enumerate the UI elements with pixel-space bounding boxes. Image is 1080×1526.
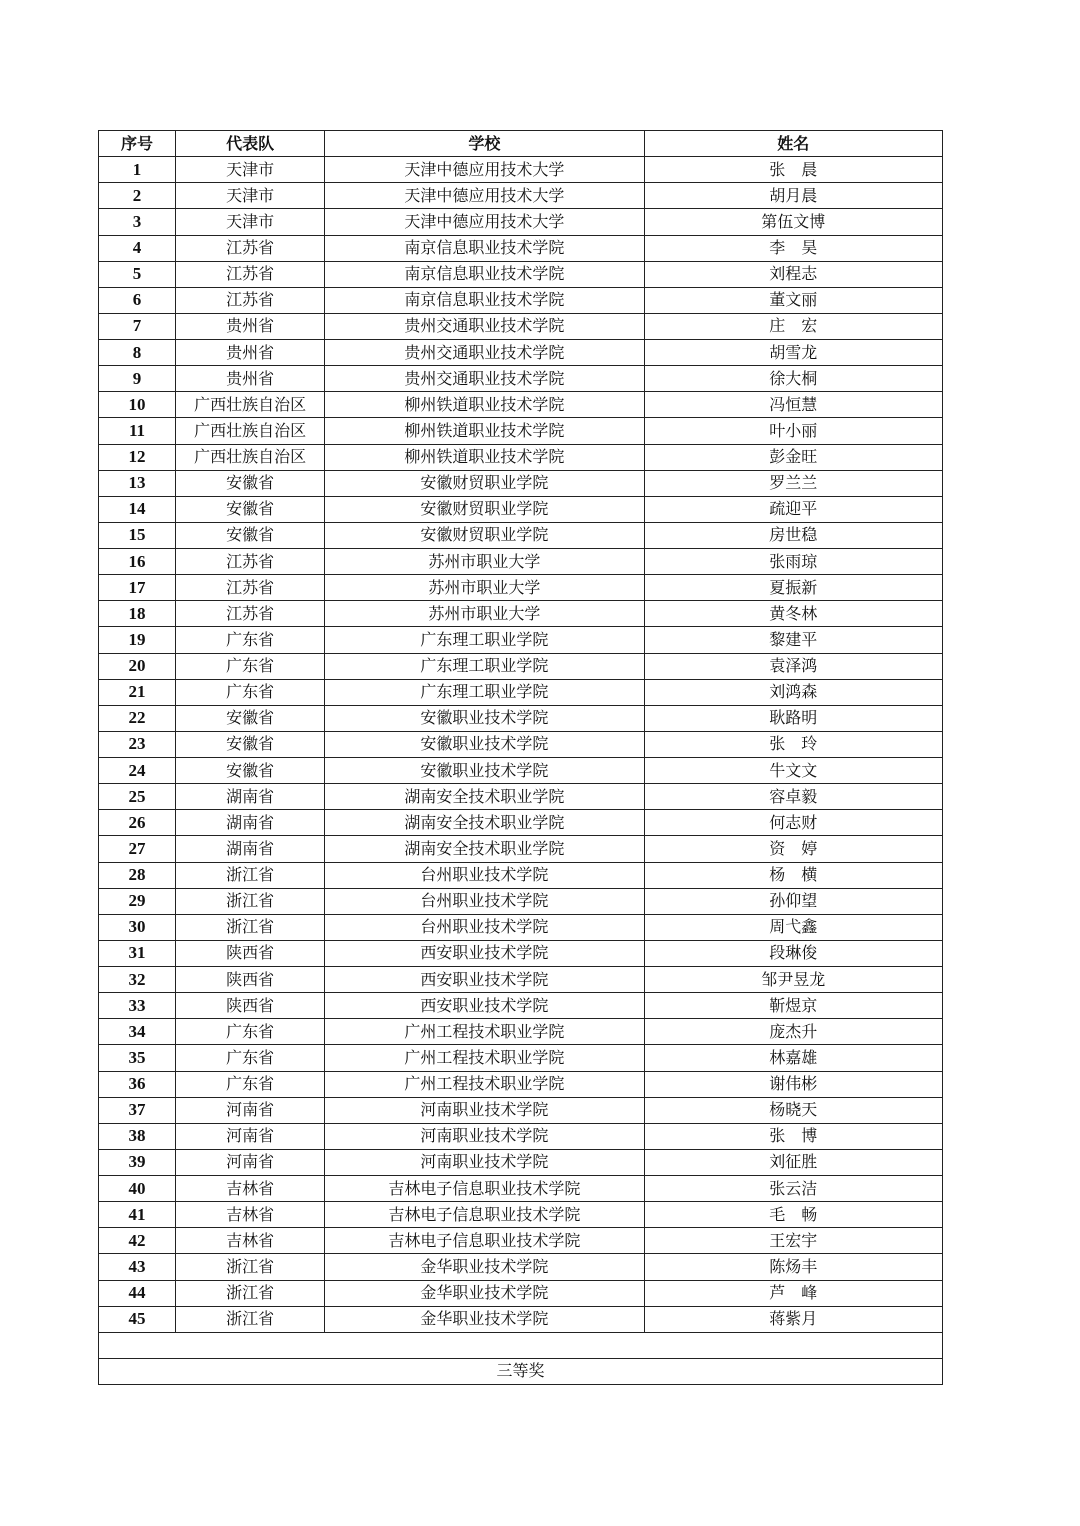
cell-name: 张 晨	[644, 157, 942, 183]
cell-name: 庄 宏	[644, 313, 942, 339]
cell-name: 冯恒慧	[644, 392, 942, 418]
cell-team: 江苏省	[176, 549, 325, 575]
cell-school: 广东理工职业学院	[325, 679, 644, 705]
cell-name: 靳煜京	[644, 993, 942, 1019]
cell-team: 浙江省	[176, 862, 325, 888]
cell-no: 22	[99, 705, 176, 731]
award-table	[98, 130, 943, 1385]
section-title-row	[99, 1358, 943, 1384]
cell-no: 41	[99, 1202, 176, 1228]
cell-no: 39	[99, 1149, 176, 1175]
cell-name: 周弋鑫	[644, 914, 942, 940]
cell-name: 王宏宇	[644, 1228, 942, 1254]
cell-name: 毛 畅	[644, 1202, 942, 1228]
cell-no: 23	[99, 731, 176, 757]
cell-school: 台州职业技术学院	[325, 862, 644, 888]
cell-team: 浙江省	[176, 888, 325, 914]
cell-school: 安徽财贸职业学院	[325, 522, 644, 548]
cell-no: 15	[99, 522, 176, 548]
header-school: 学校	[325, 131, 644, 157]
cell-name: 林嘉雄	[644, 1045, 942, 1071]
cell-name: 段琳俊	[644, 940, 942, 966]
cell-team: 河南省	[176, 1123, 325, 1149]
cell-school: 西安职业技术学院	[325, 940, 644, 966]
cell-team: 广东省	[176, 653, 325, 679]
table-row	[99, 183, 943, 209]
table-row	[99, 287, 943, 313]
cell-name: 何志财	[644, 810, 942, 836]
table-row	[99, 575, 943, 601]
cell-team: 湖南省	[176, 784, 325, 810]
table-row	[99, 1149, 943, 1175]
table-row	[99, 888, 943, 914]
cell-team: 安徽省	[176, 758, 325, 784]
table-row	[99, 1176, 943, 1202]
cell-no: 38	[99, 1123, 176, 1149]
cell-team: 贵州省	[176, 313, 325, 339]
cell-name: 黄冬林	[644, 601, 942, 627]
cell-school: 安徽职业技术学院	[325, 705, 644, 731]
cell-no: 4	[99, 235, 176, 261]
cell-no: 14	[99, 496, 176, 522]
cell-no: 32	[99, 967, 176, 993]
cell-no: 12	[99, 444, 176, 470]
cell-school: 吉林电子信息职业技术学院	[325, 1202, 644, 1228]
cell-name: 刘鸿森	[644, 679, 942, 705]
cell-no: 29	[99, 888, 176, 914]
table-row	[99, 1097, 943, 1123]
cell-school: 吉林电子信息职业技术学院	[325, 1176, 644, 1202]
cell-name: 张 博	[644, 1123, 942, 1149]
cell-name: 谢伟彬	[644, 1071, 942, 1097]
cell-team: 贵州省	[176, 340, 325, 366]
cell-no: 1	[99, 157, 176, 183]
cell-name: 蒋紫月	[644, 1306, 942, 1332]
cell-school: 广东理工职业学院	[325, 653, 644, 679]
cell-team: 安徽省	[176, 522, 325, 548]
cell-name: 第伍文博	[644, 209, 942, 235]
cell-name: 刘征胜	[644, 1149, 942, 1175]
cell-no: 18	[99, 601, 176, 627]
cell-school: 金华职业技术学院	[325, 1254, 644, 1280]
cell-name: 张云洁	[644, 1176, 942, 1202]
cell-school: 苏州市职业大学	[325, 549, 644, 575]
table-row	[99, 810, 943, 836]
table-row	[99, 627, 943, 653]
cell-name: 陈炀丰	[644, 1254, 942, 1280]
cell-team: 河南省	[176, 1097, 325, 1123]
cell-team: 安徽省	[176, 705, 325, 731]
cell-name: 董文丽	[644, 287, 942, 313]
cell-team: 陕西省	[176, 967, 325, 993]
cell-school: 河南职业技术学院	[325, 1149, 644, 1175]
table-row	[99, 1019, 943, 1045]
cell-no: 3	[99, 209, 176, 235]
cell-name: 叶小丽	[644, 418, 942, 444]
header-no: 序号	[99, 131, 176, 157]
cell-name: 胡雪龙	[644, 340, 942, 366]
table-row	[99, 601, 943, 627]
cell-no: 9	[99, 366, 176, 392]
cell-school: 吉林电子信息职业技术学院	[325, 1228, 644, 1254]
cell-school: 天津中德应用技术大学	[325, 209, 644, 235]
table-row	[99, 758, 943, 784]
cell-school: 柳州铁道职业技术学院	[325, 418, 644, 444]
table-row	[99, 340, 943, 366]
cell-school: 河南职业技术学院	[325, 1097, 644, 1123]
cell-no: 10	[99, 392, 176, 418]
cell-school: 广州工程技术职业学院	[325, 1019, 644, 1045]
cell-team: 浙江省	[176, 1254, 325, 1280]
cell-name: 李 昊	[644, 235, 942, 261]
cell-team: 湖南省	[176, 810, 325, 836]
table-row	[99, 209, 943, 235]
table-row	[99, 1045, 943, 1071]
cell-no: 11	[99, 418, 176, 444]
cell-school: 广州工程技术职业学院	[325, 1045, 644, 1071]
table-row	[99, 444, 943, 470]
cell-team: 广东省	[176, 627, 325, 653]
cell-team: 天津市	[176, 157, 325, 183]
cell-no: 44	[99, 1280, 176, 1306]
cell-no: 5	[99, 261, 176, 287]
cell-school: 苏州市职业大学	[325, 601, 644, 627]
cell-no: 36	[99, 1071, 176, 1097]
table-row	[99, 993, 943, 1019]
table-row	[99, 1254, 943, 1280]
blank-row	[99, 1332, 943, 1358]
cell-school: 西安职业技术学院	[325, 993, 644, 1019]
header-team: 代表队	[176, 131, 325, 157]
cell-no: 19	[99, 627, 176, 653]
cell-school: 柳州铁道职业技术学院	[325, 444, 644, 470]
table-row	[99, 470, 943, 496]
cell-team: 广东省	[176, 679, 325, 705]
table-row	[99, 1071, 943, 1097]
table-row	[99, 705, 943, 731]
cell-name: 张 玲	[644, 731, 942, 757]
cell-team: 安徽省	[176, 731, 325, 757]
cell-team: 安徽省	[176, 496, 325, 522]
cell-school: 金华职业技术学院	[325, 1280, 644, 1306]
table-row	[99, 653, 943, 679]
cell-name: 牛文文	[644, 758, 942, 784]
cell-school: 贵州交通职业技术学院	[325, 340, 644, 366]
cell-school: 柳州铁道职业技术学院	[325, 392, 644, 418]
table-row	[99, 261, 943, 287]
cell-no: 31	[99, 940, 176, 966]
cell-team: 天津市	[176, 183, 325, 209]
cell-no: 21	[99, 679, 176, 705]
cell-team: 河南省	[176, 1149, 325, 1175]
cell-team: 广西壮族自治区	[176, 392, 325, 418]
cell-school: 湖南安全技术职业学院	[325, 836, 644, 862]
cell-school: 广州工程技术职业学院	[325, 1071, 644, 1097]
cell-name: 袁泽鸿	[644, 653, 942, 679]
cell-name: 芦 峰	[644, 1280, 942, 1306]
cell-school: 天津中德应用技术大学	[325, 157, 644, 183]
cell-team: 吉林省	[176, 1176, 325, 1202]
table-row	[99, 496, 943, 522]
cell-name: 疏迎平	[644, 496, 942, 522]
table-row	[99, 157, 943, 183]
table-row	[99, 1280, 943, 1306]
cell-name: 彭金旺	[644, 444, 942, 470]
cell-name: 杨 横	[644, 862, 942, 888]
header-name: 姓名	[644, 131, 942, 157]
cell-school: 南京信息职业技术学院	[325, 235, 644, 261]
table-row	[99, 1306, 943, 1332]
cell-team: 江苏省	[176, 575, 325, 601]
cell-no: 13	[99, 470, 176, 496]
cell-no: 16	[99, 549, 176, 575]
table-row	[99, 366, 943, 392]
table-row	[99, 967, 943, 993]
table-body	[99, 157, 943, 1333]
cell-school: 湖南安全技术职业学院	[325, 784, 644, 810]
cell-team: 广西壮族自治区	[176, 418, 325, 444]
cell-name: 徐大桐	[644, 366, 942, 392]
cell-no: 37	[99, 1097, 176, 1123]
cell-team: 浙江省	[176, 914, 325, 940]
cell-no: 25	[99, 784, 176, 810]
cell-school: 天津中德应用技术大学	[325, 183, 644, 209]
cell-school: 贵州交通职业技术学院	[325, 313, 644, 339]
cell-no: 20	[99, 653, 176, 679]
cell-no: 30	[99, 914, 176, 940]
table-row	[99, 914, 943, 940]
cell-name: 容卓毅	[644, 784, 942, 810]
cell-school: 广东理工职业学院	[325, 627, 644, 653]
cell-school: 南京信息职业技术学院	[325, 261, 644, 287]
table-row	[99, 1123, 943, 1149]
cell-no: 17	[99, 575, 176, 601]
cell-name: 张雨琼	[644, 549, 942, 575]
cell-no: 45	[99, 1306, 176, 1332]
blank-cell	[99, 1332, 943, 1358]
cell-team: 浙江省	[176, 1306, 325, 1332]
table-row	[99, 313, 943, 339]
cell-school: 安徽职业技术学院	[325, 758, 644, 784]
table-row	[99, 836, 943, 862]
table-row	[99, 731, 943, 757]
table-row	[99, 862, 943, 888]
cell-name: 胡月晨	[644, 183, 942, 209]
table-row	[99, 784, 943, 810]
table-row	[99, 522, 943, 548]
cell-name: 孙仰望	[644, 888, 942, 914]
cell-no: 27	[99, 836, 176, 862]
cell-school: 安徽财贸职业学院	[325, 470, 644, 496]
cell-no: 35	[99, 1045, 176, 1071]
cell-team: 江苏省	[176, 287, 325, 313]
cell-school: 南京信息职业技术学院	[325, 287, 644, 313]
cell-name: 资 婷	[644, 836, 942, 862]
cell-team: 吉林省	[176, 1228, 325, 1254]
cell-no: 28	[99, 862, 176, 888]
cell-team: 广西壮族自治区	[176, 444, 325, 470]
cell-name: 邹尹昱龙	[644, 967, 942, 993]
cell-team: 陕西省	[176, 940, 325, 966]
cell-school: 金华职业技术学院	[325, 1306, 644, 1332]
cell-school: 台州职业技术学院	[325, 888, 644, 914]
cell-team: 广东省	[176, 1071, 325, 1097]
cell-no: 6	[99, 287, 176, 313]
cell-no: 43	[99, 1254, 176, 1280]
cell-name: 黎建平	[644, 627, 942, 653]
header-row	[99, 131, 943, 157]
cell-name: 刘程志	[644, 261, 942, 287]
cell-team: 广东省	[176, 1019, 325, 1045]
cell-team: 湖南省	[176, 836, 325, 862]
cell-name: 耿路明	[644, 705, 942, 731]
table-row	[99, 392, 943, 418]
cell-no: 7	[99, 313, 176, 339]
cell-school: 台州职业技术学院	[325, 914, 644, 940]
cell-no: 40	[99, 1176, 176, 1202]
table-row	[99, 1202, 943, 1228]
cell-team: 陕西省	[176, 993, 325, 1019]
cell-school: 西安职业技术学院	[325, 967, 644, 993]
cell-name: 夏振新	[644, 575, 942, 601]
table-row	[99, 1228, 943, 1254]
cell-team: 天津市	[176, 209, 325, 235]
cell-name: 杨晓天	[644, 1097, 942, 1123]
cell-no: 24	[99, 758, 176, 784]
section-title: 三等奖	[99, 1358, 943, 1384]
cell-team: 安徽省	[176, 470, 325, 496]
cell-school: 苏州市职业大学	[325, 575, 644, 601]
cell-team: 江苏省	[176, 235, 325, 261]
cell-no: 8	[99, 340, 176, 366]
cell-no: 42	[99, 1228, 176, 1254]
cell-school: 安徽财贸职业学院	[325, 496, 644, 522]
cell-no: 33	[99, 993, 176, 1019]
cell-school: 贵州交通职业技术学院	[325, 366, 644, 392]
cell-school: 安徽职业技术学院	[325, 731, 644, 757]
table-row	[99, 235, 943, 261]
cell-team: 江苏省	[176, 261, 325, 287]
cell-team: 江苏省	[176, 601, 325, 627]
cell-name: 庞杰升	[644, 1019, 942, 1045]
cell-team: 广东省	[176, 1045, 325, 1071]
table-row	[99, 679, 943, 705]
table-row	[99, 418, 943, 444]
cell-no: 26	[99, 810, 176, 836]
cell-no: 34	[99, 1019, 176, 1045]
table-row	[99, 549, 943, 575]
cell-school: 湖南安全技术职业学院	[325, 810, 644, 836]
cell-team: 浙江省	[176, 1280, 325, 1306]
cell-name: 房世稳	[644, 522, 942, 548]
cell-name: 罗兰兰	[644, 470, 942, 496]
cell-school: 河南职业技术学院	[325, 1123, 644, 1149]
cell-team: 贵州省	[176, 366, 325, 392]
table-row	[99, 940, 943, 966]
cell-no: 2	[99, 183, 176, 209]
cell-team: 吉林省	[176, 1202, 325, 1228]
